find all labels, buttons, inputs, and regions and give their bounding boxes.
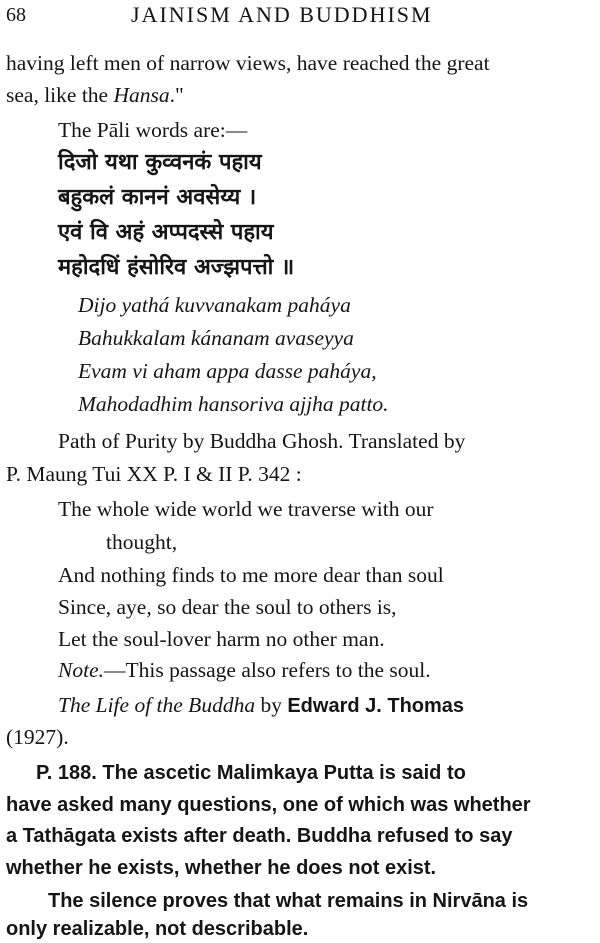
transliteration-line: Dijo yathá kuvvanakam paháya [78, 293, 351, 317]
verse-line: And nothing finds to me more dear than soul [58, 563, 444, 587]
transliteration-line: Mahodadhim hansoriva ajjha patto. [78, 392, 389, 416]
page-number: 68 [6, 4, 26, 26]
text-line: P. Maung Tui XX P. I & II P. 342 : [6, 462, 302, 486]
devanagari-verse-line: एवं वि अहं अप्पदस्से पहाय [58, 220, 274, 245]
running-title: JAINISM AND BUDDHISM [131, 2, 433, 27]
text-line: The Pāli words are:— [58, 118, 248, 142]
text-line: having left men of narrow views, have reached the great [6, 51, 490, 75]
book-title: The Life of the Buddha [58, 693, 256, 717]
note-label: Note. [58, 658, 104, 682]
text-line: a Tathāgata exists after death. Buddha refused to say [6, 825, 513, 847]
text-line: (1927). [6, 725, 69, 749]
verse-line: The whole wide world we traverse with our [58, 497, 434, 521]
devanagari-verse-line: दिजो यथा कुव्वनकं पहाय [58, 150, 262, 175]
verse-line: thought, [106, 530, 178, 554]
text-line: only realizable, not describable. [6, 918, 309, 940]
verse-line: Let the soul-lover harm no other man. [58, 627, 385, 651]
text-line: The silence proves that what remains in Nirvāna is [48, 890, 529, 912]
note-line: Note.—This passage also refers to the soul. [58, 658, 431, 682]
devanagari-verse-line: महोदधिं हंसोरिव अज्झपत्तो ॥ [58, 255, 295, 280]
verse-line: Since, aye, so dear the soul to others is, [58, 595, 397, 619]
hansa-word: Hansa [113, 83, 170, 107]
transliteration-line: Evam vi aham appa dasse paháya, [78, 359, 377, 383]
devanagari-verse-line: बहुकलं काननं अवसेय्य । [58, 185, 257, 210]
text-line: sea, like the Hansa." [6, 83, 184, 107]
text-line: Path of Purity by Buddha Ghosh. Translated by [58, 429, 466, 453]
text-line: whether he exists, whether he does not exist. [6, 857, 437, 879]
transliteration-line: Bahukkalam kánanam avaseyya [78, 326, 354, 350]
text-line: P. 188. The ascetic Malimkaya Putta is said to [36, 762, 466, 784]
text-line: have asked many questions, one of which was whether [6, 794, 531, 816]
reference-line: The Life of the Buddha by Edward J. Thomas [58, 693, 465, 717]
author-name: Edward J. Thomas [287, 695, 465, 717]
